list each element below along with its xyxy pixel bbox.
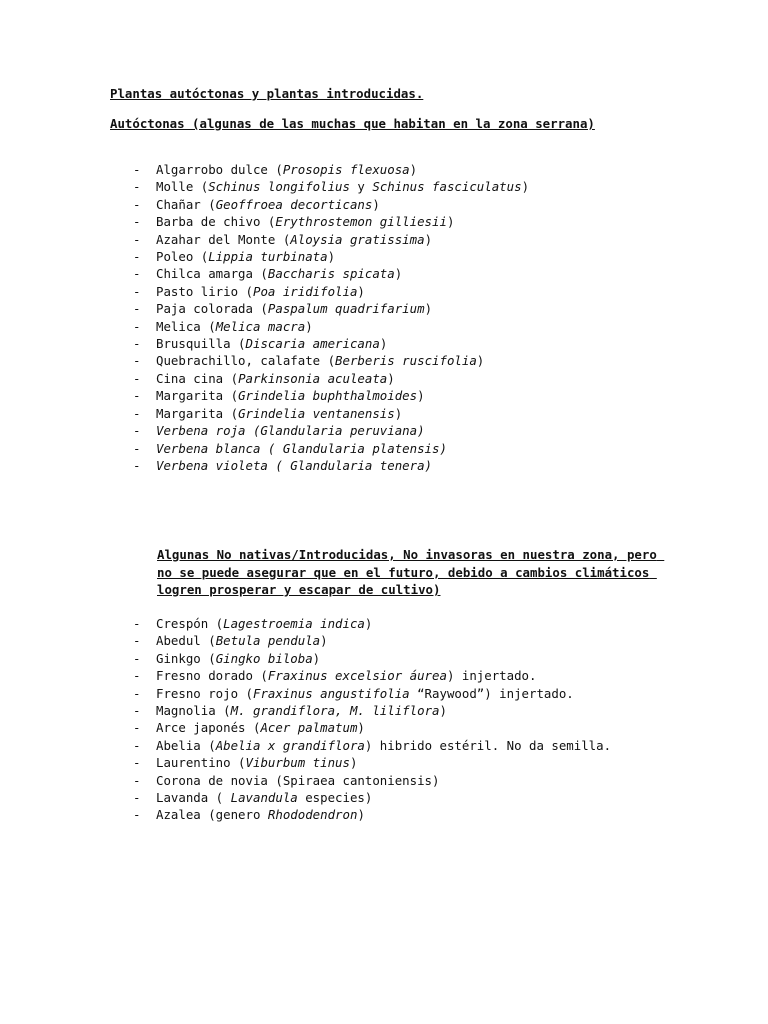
list-item — [133, 387, 693, 404]
scientific-name: Lippia turbinata — [208, 249, 328, 265]
list-item — [133, 335, 693, 352]
common-name-text: y — [349, 179, 373, 195]
list-item — [133, 248, 693, 265]
common-name-text: ) — [424, 231, 433, 247]
scientific-name: Paspalum quadrifarium — [267, 301, 425, 317]
common-name-text: Pasto lirio ( — [156, 283, 253, 299]
bullet-dash: - — [133, 457, 141, 473]
native-section-heading: Autóctonas (algunas de las muchas que habitan en la zona serrana) — [110, 116, 595, 131]
bullet-dash: - — [133, 249, 141, 265]
bullet-dash: - — [133, 423, 141, 439]
scientific-name: Erythrostemon gilliesii — [275, 214, 447, 230]
bullet-dash: - — [133, 336, 141, 352]
scientific-name: Fraxinus excelsior áurea — [267, 668, 447, 684]
common-name-text: ) — [327, 249, 336, 265]
common-name-text: Melica ( — [156, 318, 216, 334]
common-name-text: Poleo ( — [156, 249, 209, 265]
common-name-text: ) — [476, 353, 485, 369]
list-item — [133, 772, 633, 789]
scientific-name: Schinus longifolius — [208, 179, 350, 195]
common-name-text: Abelia ( — [156, 737, 216, 753]
common-name-text: Molle ( — [156, 179, 209, 195]
list-item — [133, 318, 693, 335]
list-item — [133, 440, 693, 457]
bullet-dash: - — [133, 283, 141, 299]
bullet-dash: - — [133, 737, 141, 753]
scientific-name: Aloysia gratissima — [290, 231, 425, 247]
bullet-dash: - — [133, 179, 141, 195]
list-item — [133, 422, 693, 439]
common-name-text: Fresno dorado ( — [156, 668, 268, 684]
bullet-dash: - — [133, 790, 141, 806]
bullet-dash: - — [133, 668, 141, 684]
scientific-name: Verbena violeta ( Glandularia tenera) — [156, 457, 433, 473]
common-name-text: Abedul ( — [156, 633, 216, 649]
bullet-dash: - — [133, 370, 141, 386]
bullet-dash: - — [133, 440, 141, 456]
bullet-dash: - — [133, 214, 141, 230]
bullet-dash: - — [133, 633, 141, 649]
common-name-text: ) — [305, 318, 313, 334]
list-item — [133, 370, 693, 387]
common-name-text: Quebrachillo, calafate ( — [156, 353, 336, 369]
bullet-dash: - — [133, 318, 141, 334]
common-name-text: Paja colorada ( — [156, 301, 268, 317]
common-name-text: ) — [379, 336, 388, 352]
common-name-text: Arce japonés ( — [156, 720, 261, 736]
list-item — [133, 283, 693, 300]
common-name-text: ) — [320, 633, 328, 649]
scientific-name: Melica macra — [215, 318, 306, 334]
scientific-name: Parkinsonia aculeata — [238, 370, 388, 386]
list-item — [133, 632, 633, 649]
bullet-dash: - — [133, 388, 141, 404]
list-item — [133, 667, 633, 684]
bullet-dash: - — [133, 405, 141, 421]
common-name-text: ) — [357, 283, 365, 299]
scientific-name: Prosopis flexuosa — [282, 162, 410, 177]
common-name-text: Margarita ( — [156, 405, 239, 421]
scientific-name: M. grandiflora, M. liliflora — [230, 703, 440, 719]
common-name-text: Margarita ( — [156, 388, 239, 404]
document-title: Plantas autóctonas y plantas introducidas. — [110, 86, 424, 101]
list-item — [133, 161, 693, 178]
bullet-dash: - — [133, 162, 141, 177]
bullet-dash: - — [133, 301, 141, 317]
common-name-text: ) — [357, 807, 365, 823]
list-item — [133, 213, 693, 230]
scientific-name: Verbena roja (Glandularia peruviana) — [156, 423, 425, 439]
scientific-name: Discaria americana — [245, 336, 380, 352]
common-name-text: ) injertado. — [446, 668, 537, 684]
scientific-name: Abelia x grandiflora — [215, 737, 365, 753]
list-item — [133, 405, 693, 422]
common-name-text: ) — [424, 301, 433, 317]
list-item — [133, 265, 693, 282]
bullet-dash: - — [133, 755, 141, 771]
common-name-text: Crespón ( — [156, 616, 224, 631]
common-name-text: ) hibrido estéril. No da semilla. — [364, 737, 612, 753]
common-name-text: ) — [521, 179, 530, 195]
common-name-text: ) — [409, 162, 418, 177]
common-name-text: “Raywood”) injertado. — [409, 685, 574, 701]
list-item — [133, 196, 693, 213]
bullet-dash: - — [133, 616, 141, 631]
common-name-text: ) — [417, 388, 425, 404]
common-name-text: ) — [312, 650, 321, 666]
bullet-dash: - — [133, 266, 141, 282]
common-name-text: Chilca amarga ( — [156, 266, 268, 282]
common-name-text: Ginkgo ( — [156, 650, 216, 666]
list-item — [133, 754, 633, 771]
common-name-text: ) — [357, 720, 365, 736]
list-item — [133, 806, 633, 823]
scientific-name: Rhododendron — [267, 807, 358, 823]
bullet-dash: - — [133, 196, 141, 212]
common-name-text: Cina cina ( — [156, 370, 239, 386]
list-item — [133, 650, 633, 667]
list-item — [133, 685, 633, 702]
common-name-text: Corona de novia (Spiraea cantoniensis) — [156, 772, 440, 788]
common-name-text: Barba de chivo ( — [156, 214, 276, 230]
common-name-text: Chañar ( — [156, 196, 216, 212]
bullet-dash: - — [133, 720, 141, 736]
scientific-name: Grindelia buphthalmoides — [238, 388, 418, 404]
introduced-section-heading: Algunas No nativas/Introducidas, No invasoras en nuestra zona, pero no se puede asegurar que en el futuro, debido a cambios climáticos logren prosperar y escapar de cultivo) — [157, 547, 665, 597]
bullet-dash: - — [133, 650, 141, 666]
scientific-name: Baccharis spicata — [267, 266, 395, 282]
common-name-text: ) — [372, 196, 380, 212]
bullet-dash: - — [133, 772, 141, 788]
bullet-dash: - — [133, 703, 141, 719]
common-name-text: Algarrobo dulce ( — [156, 162, 283, 177]
bullet-dash: - — [133, 231, 141, 247]
common-name-text: Lavanda ( — [156, 790, 231, 806]
list-item — [133, 719, 633, 736]
scientific-name: Geoffroea decorticans — [215, 196, 373, 212]
common-name-text: Fresno rojo ( — [156, 685, 253, 701]
list-item — [133, 352, 693, 369]
list-item — [133, 231, 693, 248]
scientific-name: Lavandula — [230, 790, 298, 806]
scientific-name: Poa iridifolia — [252, 283, 358, 299]
introduced-plant-list — [133, 615, 633, 824]
bullet-dash: - — [133, 685, 141, 701]
common-name-text: ) — [394, 266, 403, 282]
common-name-text: Laurentino ( — [156, 755, 246, 771]
scientific-name: Betula pendula — [215, 633, 321, 649]
common-name-text: ) — [446, 214, 455, 230]
list-item — [133, 615, 633, 632]
scientific-name: Verbena blanca ( Glandularia platensis) — [156, 440, 447, 456]
scientific-name: Gingko biloba — [215, 650, 313, 666]
list-item — [133, 300, 693, 317]
native-plant-list — [133, 161, 693, 474]
bullet-dash: - — [133, 353, 141, 369]
list-item — [133, 457, 693, 474]
common-name-text: ) — [394, 405, 403, 421]
common-name-text: ) — [349, 755, 358, 771]
common-name-text: ) — [387, 370, 395, 386]
common-name-text: Brusquilla ( — [156, 336, 246, 352]
scientific-name: Schinus fasciculatus — [372, 179, 522, 195]
common-name-text: Azahar del Monte ( — [156, 231, 291, 247]
common-name-text: ) — [439, 703, 447, 719]
list-item — [133, 789, 633, 806]
common-name-text: Magnolia ( — [156, 703, 231, 719]
scientific-name: Grindelia ventanensis — [238, 405, 395, 421]
common-name-text: ) — [364, 616, 373, 631]
scientific-name: Berberis ruscifolia — [335, 353, 477, 369]
list-item — [133, 737, 633, 754]
common-name-text: especies) — [297, 790, 373, 806]
scientific-name: Fraxinus angustifolia — [252, 685, 410, 701]
scientific-name: Acer palmatum — [260, 720, 358, 736]
bullet-dash: - — [133, 807, 141, 823]
scientific-name: Viburbum tinus — [245, 755, 350, 771]
common-name-text: Azalea (genero — [156, 807, 268, 823]
scientific-name: Lagestroemia indica — [223, 616, 365, 631]
list-item — [133, 178, 693, 195]
list-item — [133, 702, 633, 719]
